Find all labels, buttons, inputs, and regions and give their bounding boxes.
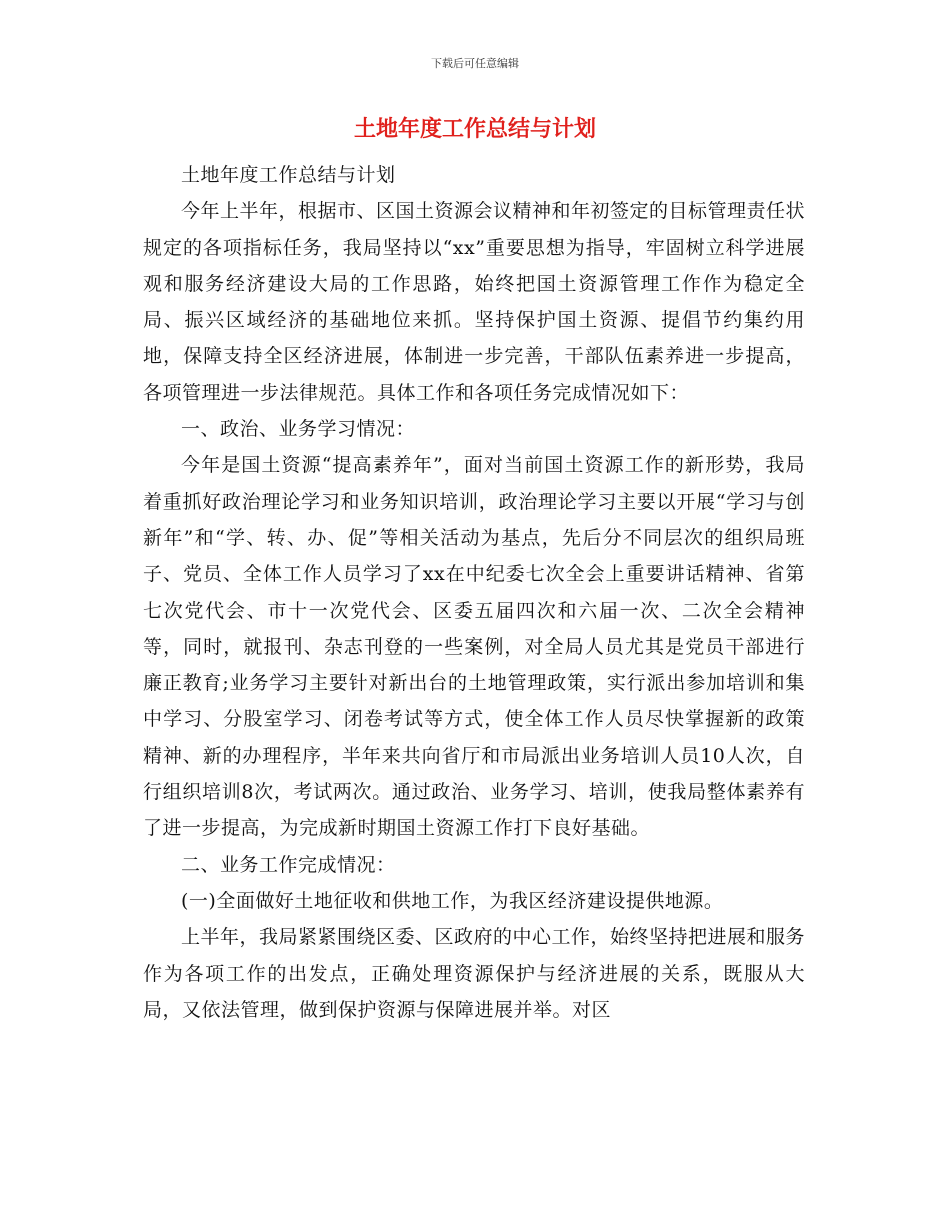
section-heading-business: 二、业务工作完成情况： xyxy=(181,853,396,876)
subsection-heading-land: (一)全面做好土地征收和供地工作，为我区经济建设提供地源。 xyxy=(181,889,724,912)
document-body xyxy=(143,157,805,1028)
document-title: 土地年度工作总结与计划 xyxy=(353,117,596,142)
paragraph-study: 今年是国土资源“提高素养年”，面对当前国土资源工作的新形势，我局着重抓好政治理论学习和业务知识培训，政治理论学习主要以开展“学习与创新年”和“学、转、办、促”等相关活动为基点，先后分不同层次的组织局班子、党员、全体工作人员学习了xx在中纪委七次全会上重要讲话精神、省第七次党代会、市十一次党代会、区委五届四次和六届一次、二次全会精神等，同时，就报刊、杂志刊登的一些案例，对全局人员尤其是党员干部进行廉正教育;业务学习主要针对新出台的土地管理政策，实行派出参加培训和集中学习、分股室学习、闭卷考试等方式，使全体工作人员尽快掌握新的政策精神、新的办理程序，半年来共向省厅和市局派出业务培训人员10人次，自行组织培训8次，考试两次。通过政治、业务学习、培训，使我局整体素养有了进一步提高，为完成新时期国土资源工作打下良好基础。 xyxy=(143,454,805,840)
paragraph-subtitle: 土地年度工作总结与计划 xyxy=(181,164,396,186)
paragraph-land: 上半年，我局紧紧围绕区委、区政府的中心工作，始终坚持把进展和服务作为各项工作的出发点，正确处理资源保护与经济进展的关系，既服从大局，又依法管理，做到保护资源与保障进展并举。对区 xyxy=(143,926,806,1021)
section-heading-study: 一、政治、业务学习情况： xyxy=(181,418,416,441)
paragraph-intro: 今年上半年，根据市、区国土资源会议精神和年初签定的目标管理责任状规定的各项指标任务，我局坚持以“xx”重要思想为指导，牢固树立科学进展观和服务经济建设大局的工作思路，始终把国土资源管理工作作为稳定全局、振兴区域经济的基础地位来抓。坚持保护国土资源、提倡节约集约用地，保障支持全区经济进展，体制进一步完善，干部队伍素养进一步提高，各项管理进一步法律规范。具体工作和各项任务完成情况如下： xyxy=(143,200,806,404)
page-header-note: 下载后可任意编辑 xyxy=(431,57,519,70)
